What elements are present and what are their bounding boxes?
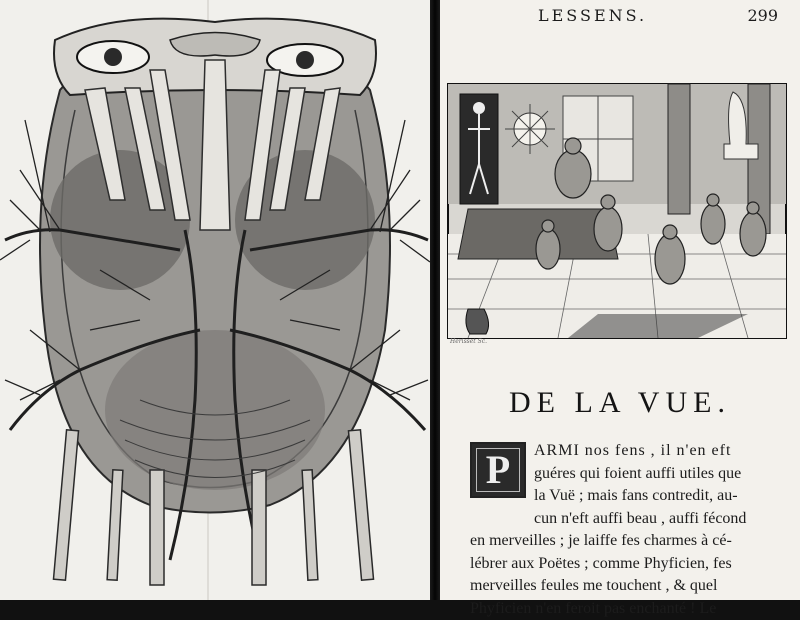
page-number: 299 <box>747 6 778 25</box>
book-spine <box>430 0 440 600</box>
right-page <box>440 0 800 600</box>
vignette-engraving <box>448 84 786 338</box>
text-line: ARMI nos fens , il n'en eft <box>470 440 776 463</box>
text-line: lébrer aux Poëtes ; comme Phyficien, fes <box>470 553 776 576</box>
text-line: merveilles feules me touchent , & quel <box>470 575 776 598</box>
engraver-signature: Herisset Sc. <box>450 338 487 345</box>
text-line: la Vuë ; mais fans contredit, au- <box>470 485 776 508</box>
running-head <box>440 6 800 30</box>
text-line: guéres qui foient auffi utiles que <box>470 463 776 486</box>
running-title: LESSENS. <box>538 6 647 25</box>
dropcap: P <box>470 442 526 498</box>
body-text <box>470 440 776 620</box>
chapter-title: DE LA VUE. <box>440 386 800 420</box>
text-line: Phyficien n'en feroit pas enchanté ! Le <box>470 598 776 620</box>
text-line: cun n'eft auffi beau , auffi fécond <box>470 508 776 531</box>
text-line: en merveilles ; je laiffe fes charmes à cé- <box>470 530 776 553</box>
